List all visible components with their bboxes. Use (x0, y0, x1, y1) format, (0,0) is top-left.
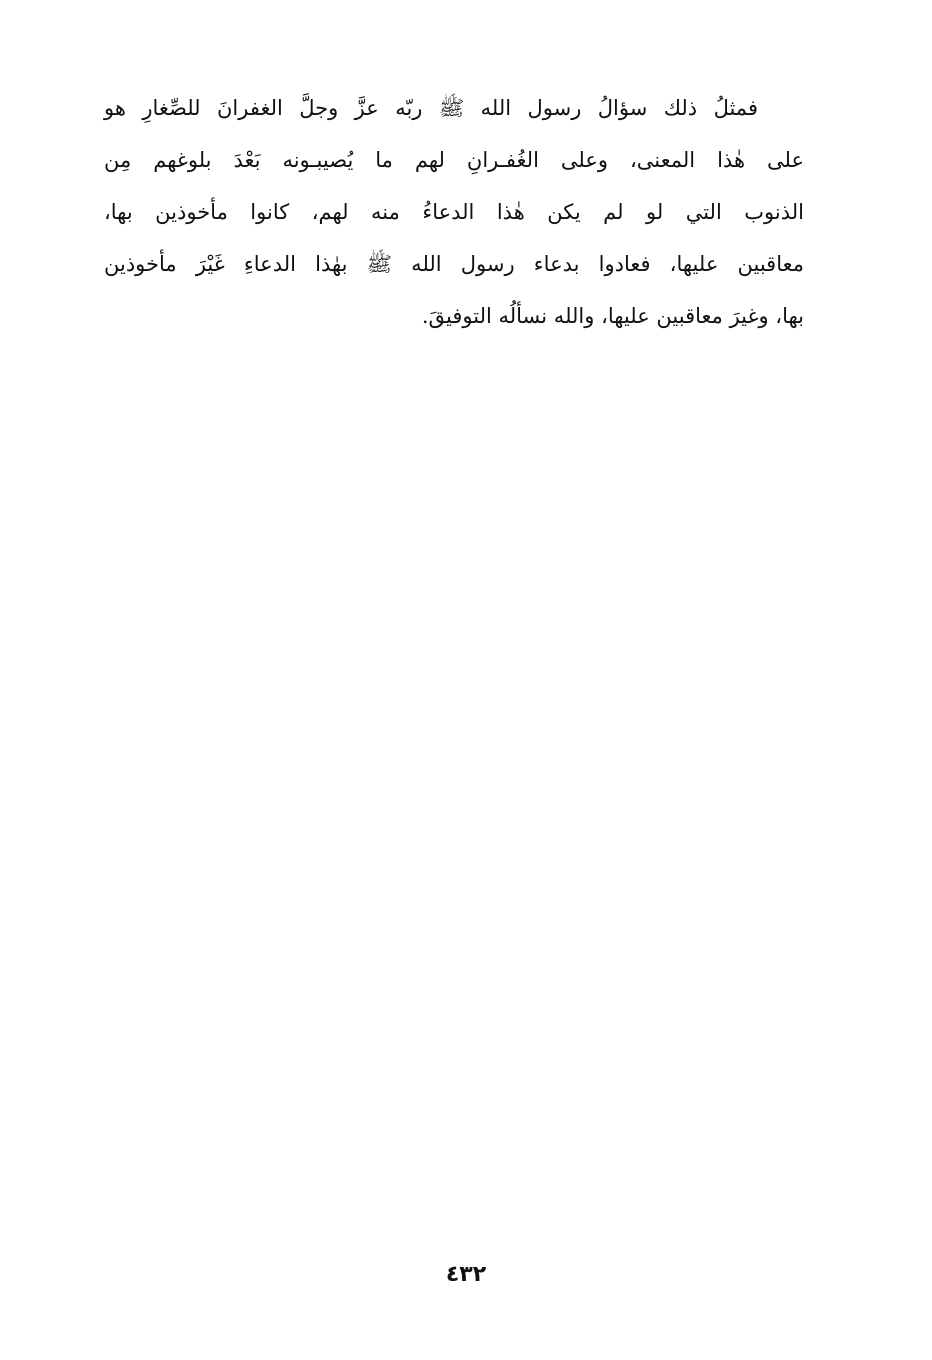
text-line: معاقبين عليها، فعادوا بدعاء رسول الله ﷺ بهٰذا الدعاءِ غَيْرَ مأخوذين (104, 252, 804, 276)
text-line: فمثلُ ذلك سؤالُ رسول الله ﷺ ربّه عزَّ وجلَّ الغفرانَ للصِّغارِ هو (104, 96, 758, 120)
text-line: على هٰذا المعنى، وعلى الغُفـرانِ لهم ما يُصيبـونه بَعْدَ بلوغهم مِن (104, 148, 804, 172)
text-line: الذنوب التي لو لم يكن هٰذا الدعاءُ منه لهم، كانوا مأخوذين بها، (104, 200, 804, 224)
body-paragraph (104, 82, 804, 342)
page-number: ٤٣٢ (445, 1262, 487, 1287)
text-line: بها، وغيرَ معاقبين عليها، والله نسألُه التوفيقَ. (421, 304, 804, 328)
